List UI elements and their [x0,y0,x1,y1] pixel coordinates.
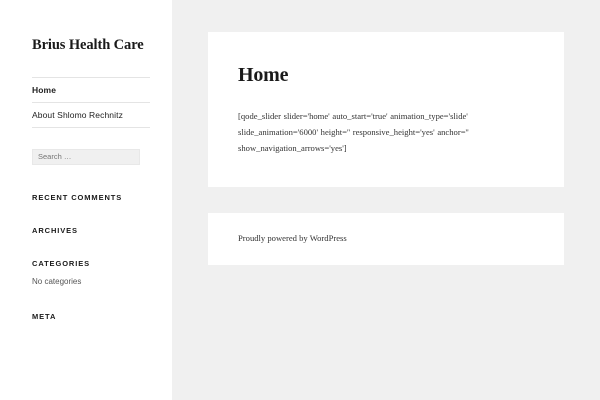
widget-body-categories: No categories [32,276,82,286]
widget-title-categories: CATEGORIES [32,258,91,268]
sidebar [0,0,172,400]
site-title: Brius Health Care [32,37,144,53]
entry-content: [qode_slider slider='home' auto_start='true' animation_type='slide' slide_animation='6000' height='' responsive_height='yes' anchor='' show_navigation_arrows='yes'] [238,111,469,153]
widget-title-recent-comments: RECENT COMMENTS [32,192,123,202]
nav-link-about[interactable]: About Shlomo Rechnitz [32,110,123,121]
widget-recent-comments [32,193,150,202]
footer-credit [238,233,534,243]
nav-link-home[interactable]: Home [32,85,57,96]
wordpress-link[interactable]: WordPress [309,232,347,243]
entry-card [208,32,564,187]
primary-navigation [32,77,150,128]
search-form[interactable] [32,146,150,165]
nav-item-about[interactable] [32,103,150,128]
widget-title-meta: META [32,311,57,321]
widget-meta [32,312,150,321]
page-title: Home [238,64,289,86]
search-input[interactable] [32,149,140,165]
widget-archives [32,226,150,235]
widget-title-archives: ARCHIVES [32,225,78,235]
site-footer [208,213,564,265]
widget-categories [32,259,150,288]
footer-credit-prefix: Proudly powered by [238,232,310,243]
main-content [172,0,600,400]
nav-item-home[interactable] [32,78,150,103]
